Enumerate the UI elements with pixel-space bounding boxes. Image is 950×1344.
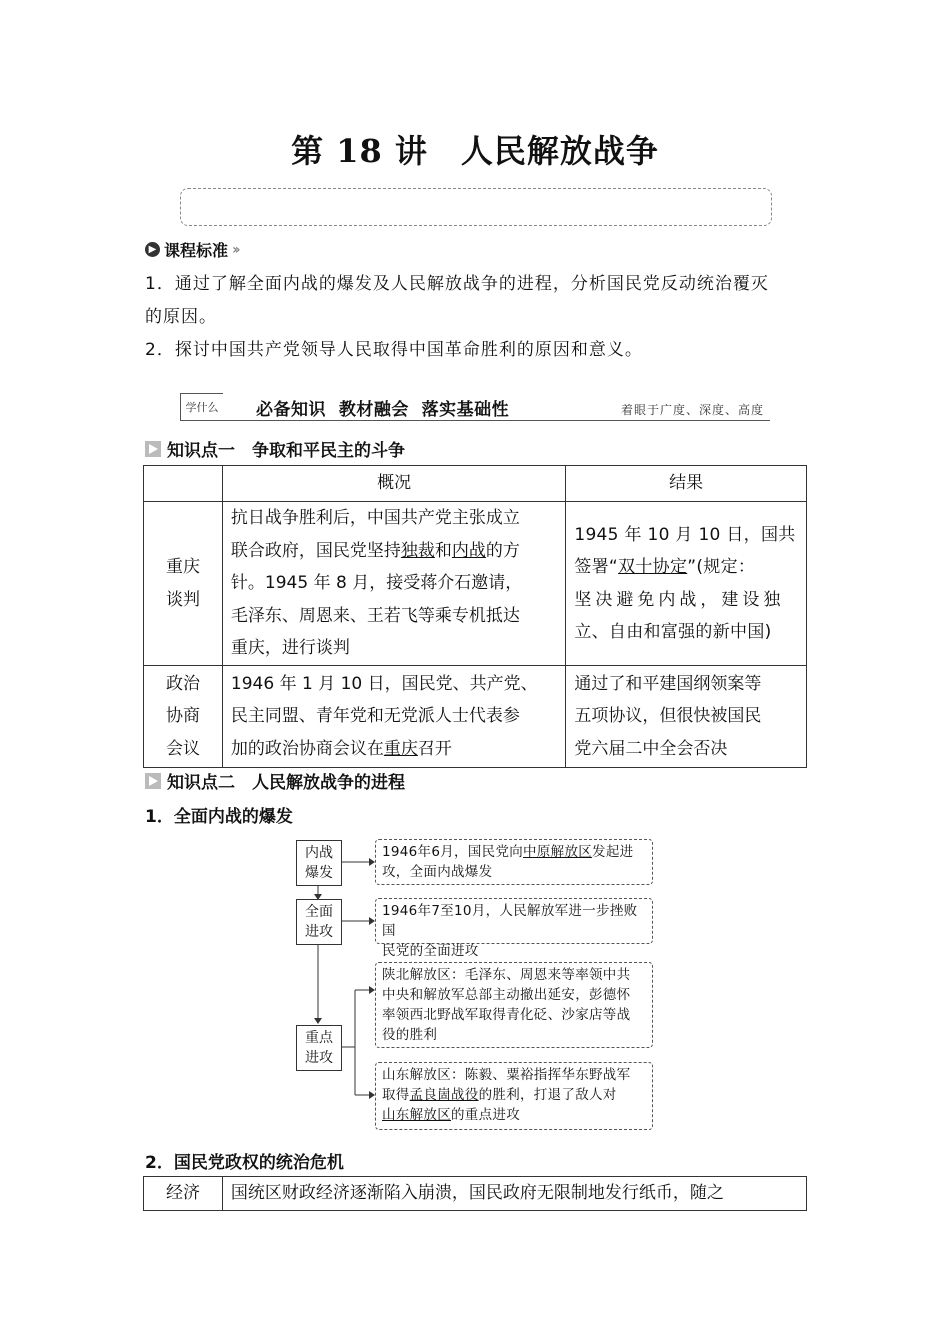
row-label-chongqing: 重庆 谈判 — [144, 502, 223, 666]
learn-what-logo: 学什么 — [180, 393, 223, 421]
underlined-term: 孟良崮战役 — [409, 1087, 479, 1103]
course-standard-label: 课程标准 — [164, 241, 229, 260]
kp1-title: 知识点一 争取和平民主的斗争 — [167, 441, 405, 461]
underlined-term: 中原解放区 — [523, 844, 593, 860]
double-chevron-icon: ›› — [232, 241, 238, 258]
col-header-result: 结果 — [566, 466, 807, 502]
detail-box-shaanbei: 陕北解放区：毛泽东、周恩来等率领中共 中央和解放军总部主动撤出延安，彭德怀 率领西北野战军取得青化砭、沙家店等战 役的胜利 — [375, 962, 653, 1048]
detail-box-shandong: 山东解放区：陈毅、粟裕指挥华东野战军 取得孟良崮战役的胜利，打退了敌人对 山东解放区的重点进攻 — [375, 1062, 653, 1130]
detail-box-outbreak: 1946年6月，国民党向中原解放区发起进 攻，全面内战爆发 — [375, 839, 653, 885]
crisis-text-economy: 国统区财政经济逐渐陷入崩溃，国民政府无限制地发行纸币，随之 — [222, 1177, 806, 1211]
underlined-term: 双十协定 — [618, 557, 688, 577]
table-row — [144, 1177, 807, 1211]
standard-item: 2．探讨中国共产党领导人民取得中国革命胜利的原因和意义。 — [145, 340, 643, 360]
standard-item: 1．通过了解全面内战的爆发及人民解放战争的进程，分析国民党反动统治覆灭 — [145, 274, 769, 294]
stage-box-key-offensive: 重点 进攻 — [296, 1025, 342, 1071]
result-cell: 通过了和平建国纲领案等 五项协议，但很快被国民 党六届二中全会否决 — [566, 666, 807, 768]
banner-main-text: 必备知识 教材融会 落实基础性 — [256, 400, 510, 420]
stage-box-outbreak: 内战 爆发 — [296, 840, 342, 886]
underlined-term: 重庆 — [383, 738, 418, 759]
overview-cell: 抗日战争胜利后，中国共产党主张成立 联合政府，国民党坚持独裁和内战的方 针。1945 年 8 月，接受蒋介石邀请， 毛泽东、周恩来、王若飞等乘专机抵达 重庆，进行谈判 — [222, 502, 565, 666]
overview-cell: 1946 年 1 月 10 日，国民党、共产党、 民主同盟、青年党和无党派人士代表参 加的政治协商会议在重庆召开 — [222, 666, 565, 768]
col-header-overview: 概况 — [222, 466, 565, 502]
standard-item: 的原因。 — [145, 307, 217, 327]
subheading-kmt-crisis: 2．国民党政权的统治危机 — [145, 1153, 344, 1173]
result-cell: 1945 年 10 月 10 日，国共 签署“双十协定”(规定： 坚决避免内战，建设独 立、自由和富强的新中国) — [566, 502, 807, 666]
crisis-table — [143, 1176, 807, 1211]
crisis-label-economy: 经济 — [144, 1177, 223, 1211]
kp2-title: 知识点二 人民解放战争的进程 — [167, 773, 405, 793]
underlined-term: 内战 — [451, 540, 486, 561]
stage-box-full-offensive: 全面 进攻 — [296, 899, 342, 945]
banner-sub-text: 着眼于广度、深度、高度 — [620, 403, 764, 417]
underlined-term: 山东解放区 — [382, 1107, 451, 1123]
page-title: 第 18 讲 人民解放战争 — [291, 132, 659, 170]
underlined-term: 独裁 — [400, 540, 435, 561]
row-label-pcc: 政治 协商 会议 — [144, 666, 223, 768]
detail-box-full-offensive: 1946年7至10月，人民解放军进一步挫败国 民党的全面进攻 — [375, 898, 653, 944]
subheading-civil-war-outbreak: 1．全面内战的爆发 — [145, 807, 293, 827]
arrow-circle-icon: ▶ — [145, 242, 160, 257]
